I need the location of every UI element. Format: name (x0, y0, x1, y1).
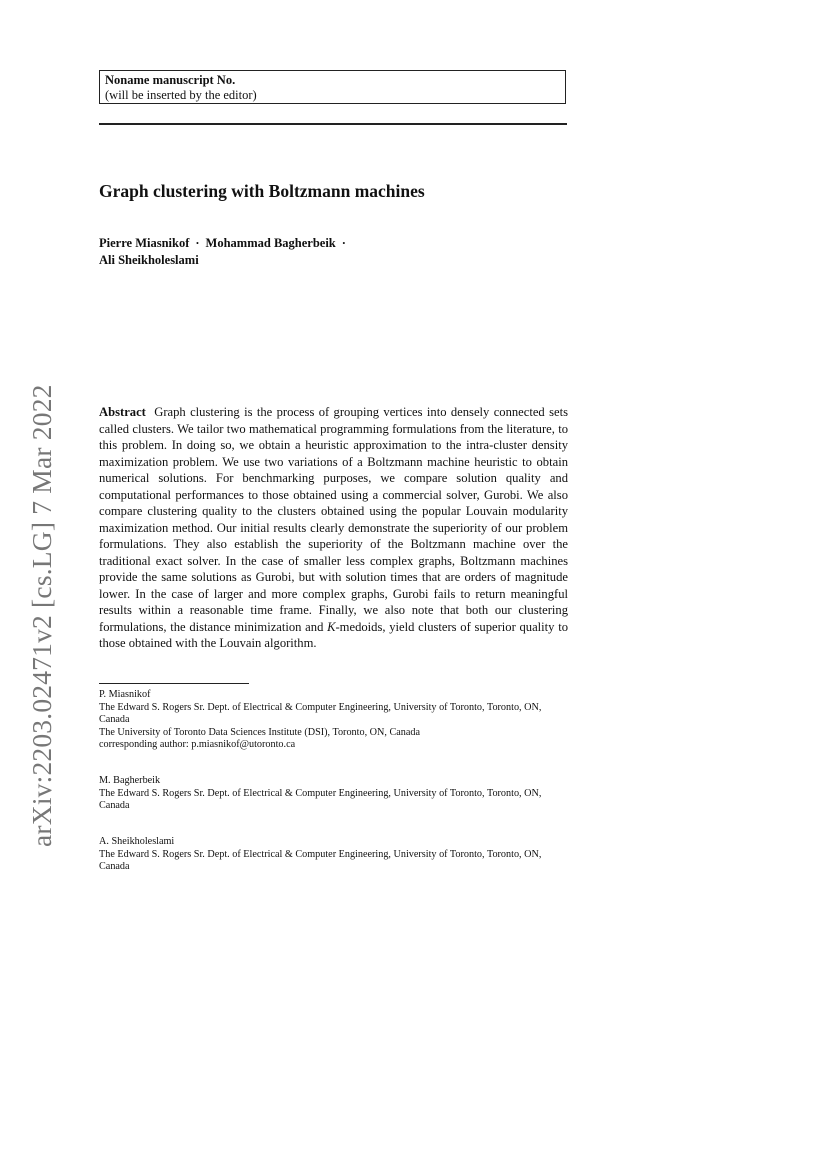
affiliation-block (99, 775, 571, 813)
abstract-text: Graph clustering is the process of grouping vertices into densely connected sets called clusters. We tailor two mathematical programming formulations from the literature, to this problem. In doing so, we obtain a heuristic approximation to the intra-cluster density maximization problem. We use two variations of a Boltzmann machine heuristic to obtain numerical solutions. For benchmarking purposes, we compare solution quality and computational performances to those obtained using a commercial solver, Gurobi. We also compare clustering quality to the clusters obtained using the popular Louvain modularity maximization method. Our initial results clearly demonstrate the superiority of our problem formulations. They also establish the superiority of the Boltzmann machine over the traditional exact solver. In the case of smaller less complex graphs, Boltzmann machines provide the same solutions as Gurobi, but with solution times that are orders of magnitude lower. In the case of larger and more complex graphs, Gurobi fails to return meaningful results within a reasonable time frame. Finally, we also note that both our clustering formulations, the distance minimization and (99, 405, 568, 634)
footnote-rule (99, 683, 249, 684)
author-name: Ali Sheikholeslami (99, 253, 199, 267)
corresponding-author-line: corresponding author: p.miasnikof@utoronto.ca (99, 739, 296, 751)
author-list (99, 235, 569, 269)
manuscript-number-box (99, 70, 566, 104)
affiliation-block (99, 689, 571, 752)
editor-note: (will be inserted by the editor) (105, 88, 257, 102)
abstract-block (99, 404, 568, 652)
affiliation-line: The University of Toronto Data Sciences Institute (DSI), Toronto, ON, Canada (99, 726, 421, 738)
paper-title: Graph clustering with Boltzmann machines (99, 181, 425, 201)
affiliation-author-name: P. Miasnikof (99, 689, 151, 700)
affiliation-line: The Edward S. Rogers Sr. Dept. of Electrical & Computer Engineering, University of Toronto, Toronto, ON, Canada (99, 787, 542, 812)
affiliation-line: The Edward S. Rogers Sr. Dept. of Electrical & Computer Engineering, University of Toronto, Toronto, ON, Canada (99, 848, 542, 873)
manuscript-label: Noname manuscript No. (105, 73, 236, 87)
author-line-1 (99, 235, 569, 252)
affiliation-author-name: M. Bagherbeik (99, 775, 161, 786)
arxiv-identifier-stamp (20, 370, 60, 850)
affiliation-line: The Edward S. Rogers Sr. Dept. of Electrical & Computer Engineering, University of Toronto, Toronto, ON, Canada (99, 701, 542, 726)
abstract-text-end: -medoids, yield clusters of superior quality to those obtained with the Louvain algorithm. (99, 619, 568, 650)
author-separator: · (195, 236, 200, 250)
math-symbol: K (327, 619, 336, 634)
abstract-label: Abstract (99, 405, 146, 419)
author-name: Mohammad Bagherbeik (205, 236, 336, 250)
author-separator: · (341, 236, 346, 250)
author-line-2 (99, 252, 569, 269)
arxiv-identifier-text: arXiv:2203.02471v2 [cs.LG] 7 Mar 2022 (26, 384, 57, 847)
header-rule (99, 123, 567, 125)
author-name: Pierre Miasnikof (99, 236, 190, 250)
affiliation-author-name: A. Sheikholeslami (99, 836, 175, 847)
affiliation-block (99, 836, 571, 874)
